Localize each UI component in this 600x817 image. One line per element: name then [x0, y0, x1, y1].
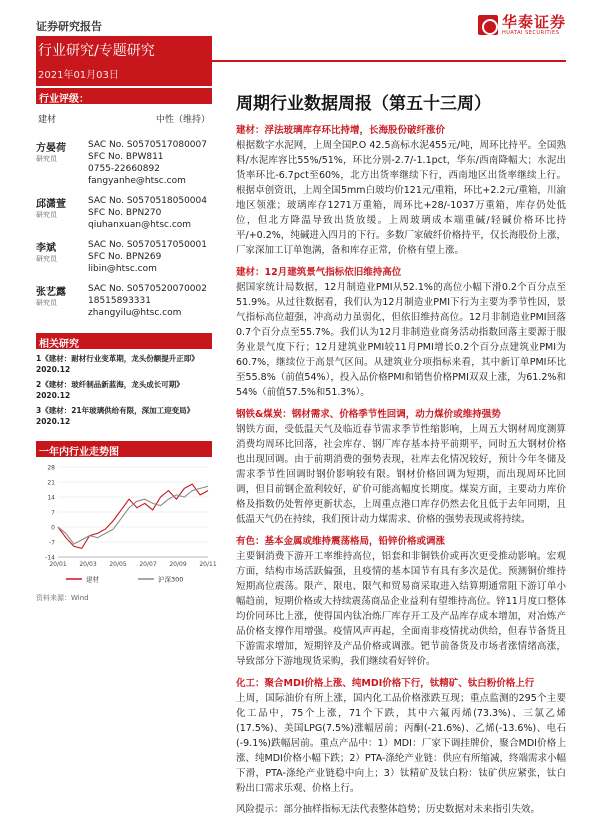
sidebar [36, 88, 217, 603]
trend-chart [36, 461, 217, 591]
related-research [36, 333, 212, 427]
section-building-materials [236, 124, 566, 258]
analyst-sfc: SFC No. BPN270 [88, 208, 162, 218]
section-body: 据国家统计局数据，12月制造业PMI从52.1%的高位小幅下滑0.2个百分点至51.9%。从过往数据看，我们认为12月制造业PMI下行为主要为季节性因，景气指标高位超强，冲高动力虽弱化，但依旧维持高位。12月非制造业PMI回落0.7个百分点至55.7%。我们认为12月非制造业商务活动指数回落主要源于服务业景气度下行；12月建筑业PMI较11月PMI增长0.2个百分点建筑业PMI为60.7%，继续位于高景气区间。从建筑业分项指标来看，其中新订单PMI环比至55.8%（前值54%），投入品价格PMI和销售价格PMI双双上涨，为61.2%和54%（前值57.5%和51.3%）。 [236, 282, 566, 398]
section-body: 上周，国际油价有所上涨，国内化工品价格涨跌互现；重点监测的295个主要化工品中，75个上涨，71个下跌，其中六氟丙烯(73.3%)、三氯乙烯(17.5%)、美国LPG(7.5%)涨幅居前；丙酮(-21.6%)、乙烯(-13.6%)、电石(-9.1%)跌幅居前。重点产品中：1）MDI：厂家下调挂牌价，聚合MDI价格上涨、纯MDI价格小幅下跌；2）PTA-涤纶产业链：供应有所缩减，终端需求小幅下滑，PTA-涤纶产业链稳中向上；3）钛精矿及钛白粉：钛矿供应紧张，钛白粉出口需求乐观、价格上行。 [236, 693, 566, 794]
y-tick-label: 0 [51, 524, 55, 532]
analyst-card [36, 139, 212, 187]
section-body: 主要铜消费下游开工率维持高位，铝套和非铜铁价或再次更受推动影响。宏观方面，结构市场活跃偏强，且疫情的基本国节有具有多次是优。预测铜价维持短期高位震荡。限产、限电、限气和贸易商采取进入结算期通常阻下游订单小幅趋前，短期价格或大持续震荡商品企业益利有望维持高位。锌11月度口整体均价同环比上涨，使得国内钛冶炼厂库存开工及产品库存成本增加，对冶炼产品价格支撑作用增强。疫情风声再起，全面南非疫情扰动供给，但春节备货且下游需求增加，短期锌及产品价格或调涨。钯节前备货及市场者涨情绪高涨，导致部分下游地现货采购，我们继续看好锌价。 [236, 551, 566, 667]
main-content [236, 88, 566, 817]
x-tick-label: 20/03 [79, 561, 97, 568]
analyst-role: 研究员 [36, 255, 57, 263]
section-body: 钢铁方面，受低温天气及临近春节需求季节性缩影响，上周五大钢材周度测算消费均周环比回落，社会库存、钢厂库存基本持平前期平，同时五大钢材价格也出现回调。由于前期消费的强势表现，社库去化情况较好，预计今年冬储及需求季节性回调时钢价影响较有限。钢材价格回调为短期，而出现周环比回调，但目前钢企盈利较好，矿价可能高幅度长期度。煤炭方面，主要动力库价格及指数仍处暂停更新状态，上周重点港口库存仍然去化且低于去年同期，且低温天气仍在持续，我们预计动力煤需求、价格的强势表现或将持续。 [236, 424, 566, 525]
y-tick-label: -14 [45, 554, 55, 562]
logo-name: 华泰证券 [501, 13, 566, 31]
section-steel-coal [236, 408, 566, 527]
y-tick-label: 28 [47, 464, 55, 472]
series-line [58, 486, 208, 544]
analyst-email[interactable]: qiuhanxuan@htsc.com [88, 220, 192, 230]
analyst-sfc: SFC No. BPN269 [88, 252, 162, 262]
industry-rating: 中性（维持） [155, 115, 210, 125]
analyst-role: 研究员 [36, 211, 57, 219]
analyst-name: 张艺露 [36, 287, 66, 298]
analyst-card [36, 239, 212, 275]
rating-row [36, 112, 212, 125]
analyst-name: 李斌 [36, 243, 56, 254]
related-item[interactable]: 3《建材：21年玻璃供给有限，深加工迎变局》2020.12 [36, 406, 195, 426]
x-tick-label: 20/09 [169, 561, 187, 568]
section-heading: 钢铁&煤炭：钢材需求、价格季节性回调，动力煤价或维持强势 [236, 409, 501, 420]
legend-label: 建材 [86, 575, 99, 584]
chart-header: 一年内行业走势图 [36, 441, 212, 457]
analyst-phone: 0755-22660892 [88, 164, 160, 174]
related-header: 相关研究 [36, 333, 212, 349]
trend-chart-section [36, 441, 217, 603]
x-tick-label: 20/05 [109, 561, 127, 568]
analyst-role: 研究员 [36, 155, 57, 163]
risk-warning: 风险提示：部分抽样指标无法代表整体趋势；历史数据对未来指引失效。 [236, 804, 541, 815]
y-tick-label: 7 [51, 509, 55, 517]
series-line [58, 484, 208, 548]
y-tick-label: 21 [47, 479, 55, 487]
rating-header: 行业评级： [36, 88, 212, 104]
section-pmi [236, 266, 566, 400]
section-nonferrous [236, 535, 566, 669]
analyst-email[interactable]: libin@htsc.com [88, 264, 157, 274]
huatai-logo [478, 14, 566, 36]
section-heading: 化工：聚合MDI价格上涨、纯MDI价格下行，钛精矿、钛白粉价格上行 [236, 678, 535, 689]
analyst-email[interactable]: fangyanhe@htsc.com [88, 176, 186, 186]
report-type: 证券研究报告 [36, 20, 102, 33]
related-item[interactable]: 1《建材：耐材行业变革期，龙头份额提升正即》2020.12 [36, 354, 199, 374]
section-heading: 建材：浮法玻璃库存环比持增，长海股份破纤涨价 [236, 125, 446, 136]
analyst-sfc: SFC No. BPW811 [88, 152, 164, 162]
section-heading: 建材：12月建筑景气指标依旧维持高位 [236, 267, 402, 278]
analyst-email[interactable]: zhangyilu@htsc.com [88, 308, 182, 318]
x-tick-label: 20/11 [199, 561, 217, 568]
header-divider [36, 60, 566, 62]
logo-name-en: HUATAI SECURITIES [501, 30, 560, 36]
analyst-list [36, 139, 212, 319]
section-heading: 有色：基本金属或维持震荡格局，铅锌价格或调涨 [236, 536, 446, 547]
legend-label: 沪深300 [158, 575, 184, 584]
report-date: 2021年01月03日 [38, 70, 119, 81]
analyst-name: 邱潇萱 [36, 199, 66, 210]
section-chemicals [236, 677, 566, 796]
y-tick-label: -7 [49, 539, 55, 547]
report-category: 行业研究/专题研究 [38, 43, 155, 59]
analyst-sac: SAC No. S0570517050001 [88, 240, 207, 250]
analyst-sac: SAC No. S0570518050004 [88, 196, 207, 206]
industry-name: 建材 [38, 115, 57, 125]
analyst-name: 方晏荷 [36, 143, 66, 154]
analyst-sac: SAC No. S0570520070002 [88, 284, 207, 294]
section-body: 根据数字水泥网，上周全国P.O 42.5高标水泥455元/吨，周环比持平。全国熟料/水泥库容比55%/51%，环比分别-2.7/-1.1pct，华东/西南降幅大；水泥出货率环比-6.7pct至60%，北方出货率继续下行，西南地区出货率继续上行。根据卓创资讯，上周全国5mm白玻均价121元/重箱，环比+2.2元/重箱，川渝地区领涨；玻璃库存1271万重箱，周环比+28/-1037万重箱，库存仍处低位，但北方降温导致出货放缓。上周玻璃成本端重碱/轻碱价格环比持平/+0.2%，纯碱进入四月的下行。多数厂家破纤价格持平，仅长海股份上涨，厂家深加工订单饱满，备和库存正常，价格有望上涨。 [236, 140, 566, 256]
x-tick-label: 20/01 [49, 561, 67, 568]
logo-icon [478, 15, 498, 35]
x-tick-label: 20/07 [139, 561, 157, 568]
chart-source: 资料来源：Wind [36, 594, 89, 602]
trend-chart-svg [36, 461, 217, 591]
related-item[interactable]: 2《建材：玻纤制品新蓝海，龙头成长可期》2020.12 [36, 380, 184, 400]
analyst-phone: 18515893331 [88, 296, 151, 306]
page-title: 周期行业数据周报（第五十三周） [236, 94, 491, 114]
analyst-sac: SAC No. S0570517080007 [88, 140, 207, 150]
analyst-card [36, 195, 212, 231]
analyst-role: 研究员 [36, 299, 57, 307]
y-tick-label: 14 [47, 494, 55, 502]
analyst-card [36, 283, 212, 319]
